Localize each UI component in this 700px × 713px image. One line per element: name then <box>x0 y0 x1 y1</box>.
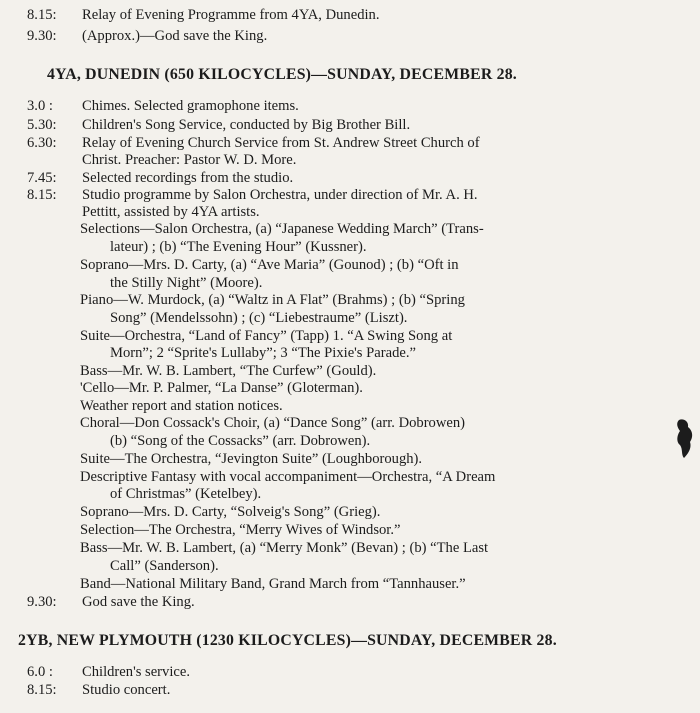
entry-text: Song” (Mendelssohn) ; (c) “Liebestraume” (Liszt). <box>110 310 408 326</box>
entry-text: 'Cello—Mr. P. Palmer, “La Danse” (Gloterman). <box>80 380 363 396</box>
time-label: 7.45: <box>27 170 57 186</box>
entry-text: Morn”; 2 “Sprite's Lullaby”; 3 “The Pixie's Parade.” <box>110 345 416 361</box>
time-label: 9.30: <box>27 28 57 44</box>
time-label: 9.30: <box>27 594 57 610</box>
item-text: Relay of Evening Church Service from St. Andrew Street Church of <box>82 135 480 151</box>
entry-text: Band—National Military Band, Grand March from “Tannhauser.” <box>80 576 466 592</box>
entry-text: Weather report and station notices. <box>80 398 283 414</box>
ink-blot-icon <box>673 418 695 460</box>
time-label: 5.30: <box>27 117 57 133</box>
time-label: 8.15: <box>27 682 57 698</box>
time-label: 6.0 : <box>27 664 53 680</box>
entry-text: Soprano—Mrs. D. Carty, “Solveig's Song” (Grieg). <box>80 504 381 520</box>
entry-text: Suite—The Orchestra, “Jevington Suite” (Loughborough). <box>80 451 423 467</box>
entry-text: Bass—Mr. W. B. Lambert, (a) “Merry Monk” (Bevan) ; (b) “The Last <box>80 540 489 556</box>
item-text: Studio concert. <box>82 682 171 698</box>
item-text: Children's Song Service, conducted by Big Brother Bill. <box>82 117 411 133</box>
item-text: Christ. Preacher: Pastor W. D. More. <box>82 152 297 168</box>
item-text: Relay of Evening Programme from 4YA, Dunedin. <box>82 7 380 23</box>
time-label: 8.15: <box>27 7 57 23</box>
entry-text: lateur) ; (b) “The Evening Hour” (Kussner). <box>110 239 367 255</box>
entry-text: Choral—Don Cossack's Choir, (a) “Dance Song” (arr. Dobrowen) <box>80 415 466 431</box>
entry-text: the Stilly Night” (Moore). <box>110 275 263 291</box>
section-heading-4ya: 4YA, DUNEDIN (650 KILOCYCLES)—SUNDAY, DECEMBER 28. <box>47 66 517 83</box>
item-text: Studio programme by Salon Orchestra, under direction of Mr. A. H. <box>82 187 478 203</box>
time-label: 6.30: <box>27 135 57 151</box>
entry-text: of Christmas” (Ketelbey). <box>110 486 262 502</box>
entry-text: Selection—The Orchestra, “Merry Wives of Windsor.” <box>80 522 401 538</box>
entry-text: Bass—Mr. W. B. Lambert, “The Curfew” (Gould). <box>80 363 377 379</box>
entry-text: Selections—Salon Orchestra, (a) “Japanese Wedding March” (Trans- <box>80 221 484 237</box>
entry-text: Piano—W. Murdock, (a) “Waltz in A Flat” (Brahms) ; (b) “Spring <box>80 292 465 308</box>
entry-text: Call” (Sanderson). <box>110 558 219 574</box>
entry-text: Descriptive Fantasy with vocal accompaniment—Orchestra, “A Dream <box>80 469 496 485</box>
entry-text: Soprano—Mrs. D. Carty, (a) “Ave Maria” (Gounod) ; (b) “Oft in <box>80 257 459 273</box>
item-text: Children's service. <box>82 664 190 680</box>
item-text: God save the King. <box>82 594 195 610</box>
time-label: 8.15: <box>27 187 57 203</box>
item-text: Selected recordings from the studio. <box>82 170 294 186</box>
time-label: 3.0 : <box>27 98 53 114</box>
section-heading-2yb: 2YB, NEW PLYMOUTH (1230 KILOCYCLES)—SUNDAY, DECEMBER 28. <box>18 632 557 649</box>
item-text: (Approx.)—God save the King. <box>82 28 268 44</box>
entry-text: (b) “Song of the Cossacks” (arr. Dobrowen). <box>110 433 371 449</box>
item-text: Chimes. Selected gramophone items. <box>82 98 299 114</box>
item-text: Pettitt, assisted by 4YA artists. <box>82 204 260 220</box>
entry-text: Suite—Orchestra, “Land of Fancy” (Tapp) 1. “A Swing Song at <box>80 328 453 344</box>
